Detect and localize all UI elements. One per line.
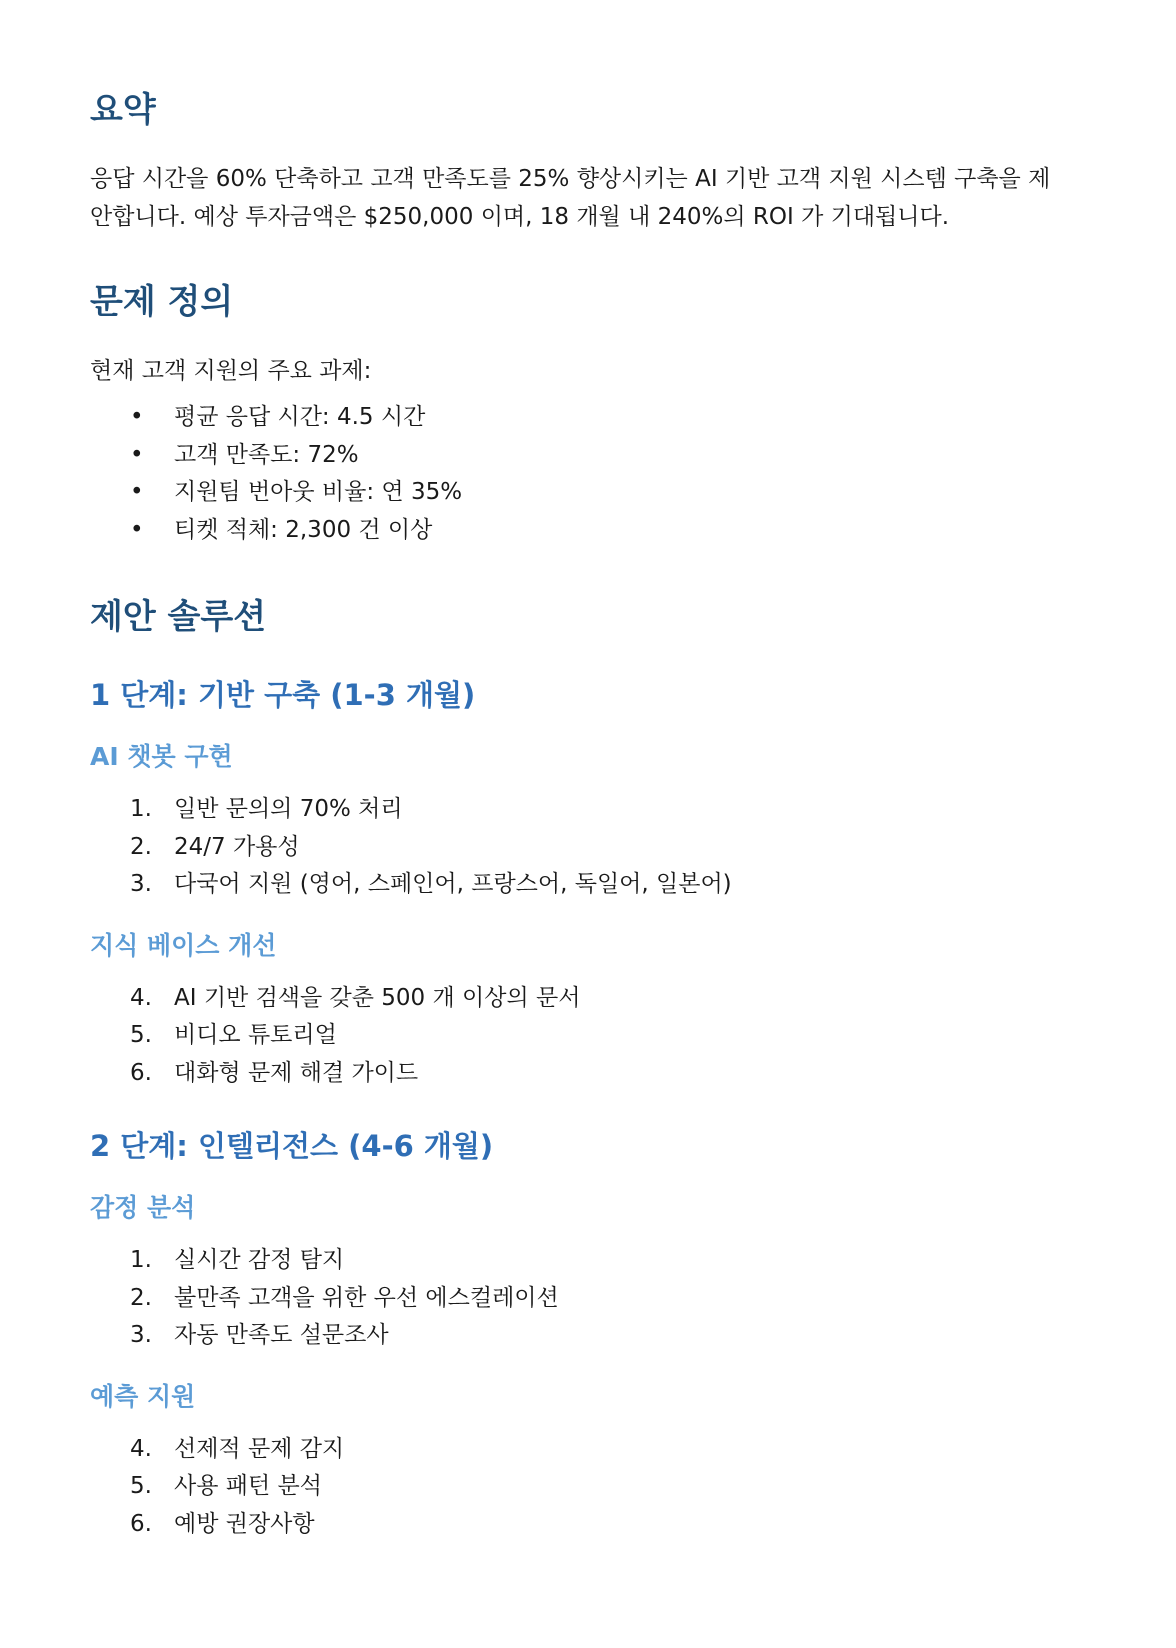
list-item: 1. 실시간 감정 탐지 — [130, 1247, 345, 1273]
predictive-list — [90, 1431, 1176, 1544]
bullet-icon: • — [130, 516, 144, 543]
list-item: • 고객 만족도: 72% — [90, 437, 1176, 475]
bullet-icon: • — [130, 479, 144, 505]
list-item: 4. AI 기반 검색을 갖춘 500 개 이상의 문서 — [130, 984, 581, 1011]
bullet-icon: • — [130, 404, 144, 430]
list-item: 3. 다국어 지원 (영어, 스페인어, 프랑스어, 독일어, 일본어) — [130, 871, 732, 897]
phase1-heading: 1 단계: 기반 구축 (1-3 개월) — [90, 678, 476, 712]
list-item: 6. 대화형 문제 해결 가이드 — [130, 1059, 419, 1086]
list-item: • 평균 응답 시간: 4.5 시간 — [90, 399, 1176, 437]
list-item: 2. 24/7 가용성 — [130, 833, 300, 860]
list-item: 6. 예방 권장사항 — [130, 1510, 315, 1537]
list-item: 5. 비디오 튜토리얼 — [130, 1022, 337, 1048]
list-item: • 티켓 적체: 2,300 건 이상 — [90, 512, 1176, 550]
list-item: 2. 불만족 고객을 위한 우선 에스컬레이션 — [130, 1284, 559, 1311]
chatbot-list — [90, 791, 1176, 904]
summary-heading: 요약 — [90, 90, 156, 130]
problem-intro: 현재 고객 지원의 주요 과제: — [90, 358, 372, 384]
sentiment-heading: 감정 분석 — [90, 1193, 196, 1222]
list-item: 1. 일반 문의의 70% 처리 — [130, 796, 403, 822]
list-item: 5. 사용 패턴 분석 — [130, 1473, 322, 1499]
list-item: • 지원팀 번아웃 비율: 연 35% — [90, 474, 1176, 512]
problem-heading: 문제 정의 — [90, 282, 234, 322]
bullet-icon: • — [130, 441, 144, 468]
list-item: 3. 자동 만족도 설문조사 — [130, 1322, 389, 1348]
list-item: 4. 선제적 문제 감지 — [130, 1435, 345, 1462]
knowledge-heading: 지식 베이스 개선 — [90, 930, 277, 960]
sentiment-list — [90, 1242, 1176, 1355]
predictive-heading: 예측 지원 — [90, 1381, 196, 1411]
chatbot-heading: AI 챗봇 구현 — [90, 742, 233, 771]
summary-paragraph: 응답 시간을 60% 단축하고 고객 만족도를 25% 향상시키는 AI 기반 고객 지원 시스템 구축을 제안합니다. 예상 투자금액은 $250,000 이며, 18 개월 내 240%의 ROI 가 기대됩니다. — [90, 166, 1051, 230]
solution-heading: 제안 솔루션 — [90, 597, 267, 637]
phase2-heading: 2 단계: 인텔리전스 (4-6 개월) — [90, 1129, 494, 1163]
knowledge-list — [90, 980, 1176, 1093]
problem-list — [90, 399, 1176, 549]
